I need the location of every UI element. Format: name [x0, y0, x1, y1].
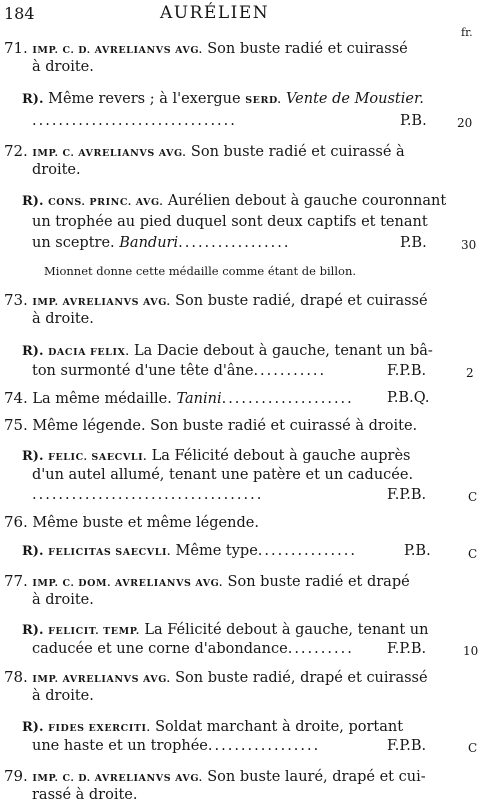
price-value: 30	[461, 238, 477, 252]
reverse-text-cont: d'un autel allumé, tenant une patère et un caducée.	[32, 467, 414, 483]
entry-number: 78	[4, 668, 24, 686]
price-value: 10	[463, 644, 479, 658]
rarity-grade: P.B.	[400, 235, 427, 251]
obverse-description: Son buste radié et cuirassé	[202, 41, 408, 57]
leader-dots: ...........	[253, 363, 327, 379]
price-value: C	[468, 547, 478, 561]
leader-dots: .................	[178, 235, 291, 251]
obverse-description-cont: rassé à droite.	[32, 787, 138, 803]
leader-dots: ..........	[287, 641, 354, 657]
reverse-text: Même revers ; à l'exergue	[43, 91, 246, 107]
obverse-description: Son buste lauré, drapé et cui-	[202, 769, 426, 785]
reverse-text: La Dacie debout à gauche, tenant un bâ-	[129, 343, 433, 359]
reverse-mark: R).	[22, 544, 44, 559]
reverse-mark: R).	[22, 344, 44, 359]
price-value: 20	[457, 116, 473, 130]
obverse-legend: IMP. C. AVRELIANVS AVG.	[32, 148, 187, 159]
source-reference: Vente de Moustier.	[286, 91, 424, 107]
reverse-legend: CONS. PRINC. AVG.	[48, 197, 164, 208]
reverse-legend: FELICIT. TEMP.	[48, 626, 140, 637]
entry-number: 72	[4, 142, 24, 160]
page-header	[0, 0, 486, 39]
entry-text: Même légende. Son buste radié et cuirassé à droite.	[32, 418, 418, 434]
leader-dots: ....................	[221, 391, 354, 407]
leader-dots: ...................................	[32, 487, 264, 503]
rarity-grade: P.B.	[400, 113, 427, 129]
reverse-text-cont: une haste et un trophée	[32, 738, 208, 754]
entry-number: 74	[4, 389, 24, 407]
value-column-heading: fr.	[461, 26, 473, 39]
entry-text: Même buste et même légende.	[32, 515, 259, 531]
obverse-description: Son buste radié et drapé	[222, 574, 410, 590]
obverse-description-cont: droite.	[32, 162, 81, 178]
reverse-text: La Félicité debout à gauche, tenant un	[139, 622, 429, 638]
reverse-mark: R).	[22, 449, 44, 464]
rarity-grade: F.P.B.	[387, 363, 427, 379]
reverse-legend: FELIC. SAECVLI.	[48, 452, 148, 463]
obverse-legend: IMP. C. DOM. AVRELIANVS AVG.	[32, 578, 223, 589]
note-text: Mionnet donne cette médaille comme étant de billon.	[44, 264, 357, 278]
obverse-description: Son buste radié et cuirassé à	[186, 144, 405, 160]
obverse-legend: IMP. AVRELIANVS AVG.	[32, 297, 171, 308]
reverse-legend: FELICITAS SAECVLI.	[48, 547, 171, 558]
exergue-legend: SERD.	[245, 95, 282, 106]
obverse-legend: IMP. C. D. AVRELIANVS AVG.	[32, 773, 203, 784]
reverse-mark: R).	[22, 623, 44, 638]
price-value: C	[468, 741, 478, 755]
running-title: AURÉLIEN	[160, 3, 270, 23]
reverse-text-cont: un trophée au pied duquel sont deux captifs et tenant	[32, 214, 428, 230]
rarity-grade: F.P.B.	[387, 487, 427, 503]
entry-number: 76	[4, 513, 24, 531]
obverse-description-cont: à droite.	[32, 688, 94, 704]
reverse-text-cont: ton surmonté d'une tête d'âne	[32, 363, 254, 379]
book-page: 184 AURÉLIEN fr. 71. IMP. C. D. AVRELIANVS AVG. Son buste radié et cuirassé à droite. R). Même revers ; à l'exergue SERD. Vente de Moustier. ............................... P.B. 20 72. IMP. C. AVRELIANVS AVG. Son buste radié et cuirassé à droite. R). CONS. PRINC. AVG. Aurélien debout à gauche couronnant un trophée au pied duquel sont deux captifs et tenant un sceptre. Banduri................. P.B. 30 Mionnet donne cette médaille comme étant de billon. 73. IMP. AVRELIANVS AVG. Son buste radié, drapé et cuirassé à droite. R). DACIA FELIX. La Dacie debout à gauche, tenant un bâ- ton surmonté d'une tête d'âne........... F.P.B. 2 74. La même médaille. Tanini.................... P.B.Q. 75. Même légende. Son buste radié et cuirassé à droite. R). FELIC. SAECVLI. La Félicité debout à gauche auprès d'un autel allumé, tenant une patère et un caducée. ................................... F.P.B. C 76. Même buste et même légende. R). FELICITAS SAECVLI. Même type............... P.B. C 77. IMP. C. DOM. AVRELIANVS AVG. Son buste radié et drapé à droite. R). FELICIT. TEMP. La Félicité debout à gauche, tenant un caducée et une corne d'abondance.......... F.P.B. 10 78. IMP. AVRELIANVS AVG. Son buste radié, drapé et cuirassé à droite. R). FIDES EXERCITI. Soldat marchant à droite, portant une haste et un trophée................. F.P.B. C 79. IMP. C. D. AVRELIANVS AVG. Son buste lauré, drapé et cui- rassé à droite.	[0, 0, 486, 812]
page-number: 184	[4, 4, 35, 23]
rarity-grade: P.B.Q.	[387, 390, 430, 406]
source-reference: Tanini	[176, 391, 222, 407]
obverse-description: Son buste radié, drapé et cuirassé	[170, 670, 428, 686]
entry-number: 77	[4, 572, 24, 590]
reverse-text-cont: caducée et une corne d'abondance	[32, 641, 288, 657]
obverse-description-cont: à droite.	[32, 59, 94, 75]
source-reference: Banduri	[119, 235, 179, 251]
reverse-text: La Félicité debout à gauche auprès	[147, 448, 411, 464]
reverse-legend: DACIA FELIX.	[48, 347, 130, 358]
rarity-grade: F.P.B.	[387, 738, 427, 754]
reverse-mark: R).	[22, 194, 44, 209]
entry-number: 75	[4, 416, 24, 434]
obverse-description-cont: à droite.	[32, 311, 94, 327]
reverse-text-end: un sceptre.	[32, 235, 120, 251]
obverse-description-cont: à droite.	[32, 592, 94, 608]
entry-number: 79	[4, 767, 24, 785]
reverse-mark: R).	[22, 92, 44, 107]
reverse-text: Aurélien debout à gauche couronnant	[163, 193, 447, 209]
rarity-grade: P.B.	[404, 543, 431, 559]
reverse-text: Même type	[170, 543, 258, 559]
leader-dots: ...............	[257, 543, 357, 559]
price-value: 2	[466, 366, 474, 380]
reverse-mark: R).	[22, 720, 44, 735]
leader-dots: .................	[207, 738, 321, 754]
obverse-legend: IMP. C. D. AVRELIANVS AVG.	[32, 45, 203, 56]
entry-number: 71	[4, 39, 24, 57]
obverse-legend: IMP. AVRELIANVS AVG.	[32, 674, 171, 685]
reverse-legend: FIDES EXERCITI.	[48, 723, 151, 734]
price-value: C	[468, 490, 478, 504]
entry-text: La même médaille.	[32, 391, 177, 407]
obverse-description: Son buste radié, drapé et cuirassé	[170, 293, 428, 309]
rarity-grade: F.P.B.	[387, 641, 427, 657]
entry-number: 73	[4, 291, 24, 309]
reverse-text: Soldat marchant à droite, portant	[150, 719, 404, 735]
leader-dots: ...............................	[32, 113, 237, 129]
